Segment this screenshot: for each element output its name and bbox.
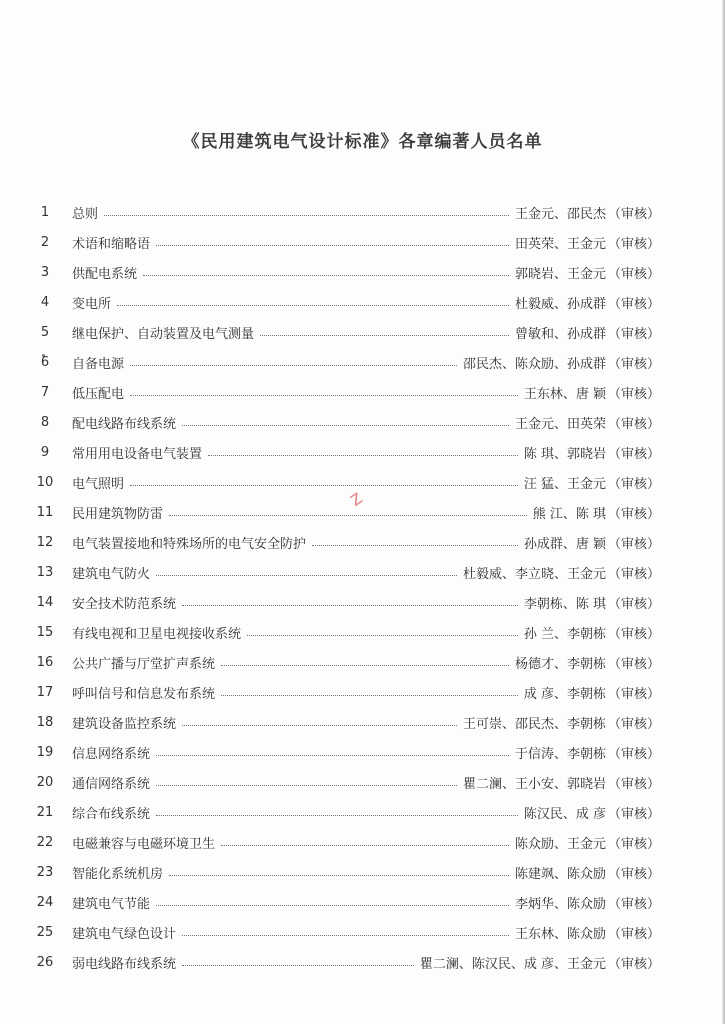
reviewer-role: （审核） <box>607 266 660 282</box>
list-item <box>30 887 660 917</box>
list-item <box>30 407 660 437</box>
list-item <box>30 737 660 767</box>
chapter-number: 22 <box>36 834 54 850</box>
reviewer-role: （审核） <box>607 386 660 402</box>
dot-leader <box>156 785 457 786</box>
chapter-number: 12 <box>36 534 54 550</box>
reviewer-role: （审核） <box>607 536 660 552</box>
reviewer-role: （审核） <box>607 626 660 642</box>
dot-leader <box>182 725 457 726</box>
editor-names: 瞿二澜、王小安、郭晓岩 <box>462 776 606 792</box>
chapter-number: 15 <box>36 624 54 640</box>
reviewer-role: （审核） <box>607 416 660 432</box>
chapter-number: 11 <box>36 504 54 520</box>
dot-leader <box>117 305 509 306</box>
reviewer-role: （审核） <box>607 446 660 462</box>
editor-names: 王东林、唐 颖 <box>523 386 606 402</box>
chapter-number: 17 <box>36 684 54 700</box>
editor-names: 邵民杰、陈众励、孙成群 <box>462 356 606 372</box>
list-item <box>30 947 660 977</box>
page-title: 《民用建筑电气设计标准》各章编著人员名单 <box>182 132 543 152</box>
dot-leader <box>130 365 457 366</box>
list-item <box>30 467 660 497</box>
chapter-title: 低压配电 <box>72 386 125 402</box>
chapter-title: 总则 <box>72 206 99 222</box>
list-item <box>30 707 660 737</box>
editor-names: 孙成群、唐 颖 <box>523 536 606 552</box>
reviewer-role: （审核） <box>607 596 660 612</box>
chapter-number: 4 <box>40 294 50 310</box>
dot-leader <box>260 335 509 336</box>
reviewer-role: （审核） <box>607 926 660 942</box>
dot-leader <box>182 935 509 936</box>
chapter-number: 1 <box>40 204 50 220</box>
list-item <box>30 227 660 257</box>
editor-names: 郭晓岩、王金元 <box>514 266 606 282</box>
chapter-number: 23 <box>36 864 54 880</box>
chapter-number: 20 <box>36 774 54 790</box>
editor-names: 孙 兰、李朝栋 <box>523 626 606 642</box>
dot-leader <box>182 605 518 606</box>
editor-names: 于信涛、李朝栋 <box>514 746 606 762</box>
chapter-number: 10 <box>36 474 54 490</box>
editor-names: 汪 猛、王金元 <box>523 476 606 492</box>
chapter-number: 25 <box>36 924 54 940</box>
reviewer-role: （审核） <box>607 956 660 972</box>
editor-names: 田英荣、王金元 <box>514 236 606 252</box>
dot-leader <box>208 455 518 456</box>
reviewer-role: （审核） <box>607 506 660 522</box>
chapter-number: 21 <box>36 804 54 820</box>
list-item <box>30 767 660 797</box>
chapter-title: 配电线路布线系统 <box>72 416 177 432</box>
chapter-number: 2 <box>40 234 50 250</box>
editor-names: 成 彦、李朝栋 <box>523 686 606 702</box>
chapter-title: 通信网络系统 <box>72 776 151 792</box>
chapter-title: 有线电视和卫星电视接收系统 <box>72 626 242 642</box>
chapter-title: 供配电系统 <box>72 266 138 282</box>
dot-leader <box>221 665 509 666</box>
chapter-title: 继电保护、自动装置及电气测量 <box>72 326 255 342</box>
list-item <box>30 587 660 617</box>
reviewer-role: （审核） <box>607 716 660 732</box>
reviewer-role: （审核） <box>607 476 660 492</box>
reviewer-role: （审核） <box>607 686 660 702</box>
chapter-title: 电气装置接地和特殊场所的电气安全防护 <box>72 536 307 552</box>
reviewer-role: （审核） <box>607 656 660 672</box>
editor-names: 瞿二澜、陈汉民、成 彦、王金元 <box>419 956 606 972</box>
chapter-title: 变电所 <box>72 296 112 312</box>
chapter-title: 公共广播与厅堂扩声系统 <box>72 656 216 672</box>
list-item <box>30 617 660 647</box>
chapter-number: 7 <box>40 384 50 400</box>
dot-leader <box>143 275 509 276</box>
chapter-number: 8 <box>40 414 50 430</box>
dot-leader <box>156 815 518 816</box>
chapter-number: 14 <box>36 594 54 610</box>
list-item <box>30 557 660 587</box>
reviewer-role: （审核） <box>607 356 660 372</box>
chapter-number: 3 <box>40 264 50 280</box>
list-item <box>30 917 660 947</box>
dot-leader <box>130 395 518 396</box>
reviewer-role: （审核） <box>607 296 660 312</box>
dot-leader <box>156 575 457 576</box>
list-item <box>30 197 660 227</box>
reviewer-role: （审核） <box>607 326 660 342</box>
editor-names: 陈汉民、成 彦 <box>523 806 606 822</box>
list-item <box>30 527 660 557</box>
editor-names: 王可崇、邵民杰、李朝栋 <box>462 716 606 732</box>
chapter-title: 自备电源 <box>72 356 125 372</box>
chapter-number: 18 <box>36 714 54 730</box>
list-item <box>30 797 660 827</box>
reviewer-role: （审核） <box>607 746 660 762</box>
chapter-title: 信息网络系统 <box>72 746 151 762</box>
chapter-number: 5 <box>40 324 50 340</box>
list-item <box>30 497 660 527</box>
list-item <box>30 287 660 317</box>
dot-leader <box>156 245 509 246</box>
reviewer-role: （审核） <box>607 236 660 252</box>
list-item <box>30 437 660 467</box>
chapter-number: 19 <box>36 744 54 760</box>
editor-names: 李朝栋、陈 琪 <box>523 596 606 612</box>
chapter-number: 24 <box>36 894 54 910</box>
editor-names: 陈众励、王金元 <box>514 836 606 852</box>
dot-leader <box>247 635 518 636</box>
red-stamp-mark: z <box>344 485 367 511</box>
editor-names: 王金元、田英荣 <box>514 416 606 432</box>
editor-names: 杨德才、李朝栋 <box>514 656 606 672</box>
editor-names: 李炳华、陈众励 <box>514 896 606 912</box>
list-item <box>30 257 660 287</box>
list-item <box>30 347 660 377</box>
list-item <box>30 677 660 707</box>
editor-names: 陈 琪、郭晓岩 <box>523 446 606 462</box>
reviewer-role: （审核） <box>607 896 660 912</box>
dot-leader <box>156 905 509 906</box>
dot-leader <box>221 695 518 696</box>
chapter-number: 13 <box>36 564 54 580</box>
dot-leader <box>221 845 509 846</box>
chapter-title: 安全技术防范系统 <box>72 596 177 612</box>
editor-list <box>30 197 660 977</box>
dot-leader <box>156 755 509 756</box>
reviewer-role: （审核） <box>607 206 660 222</box>
editor-names: 王东林、陈众励 <box>514 926 606 942</box>
dot-leader <box>182 965 414 966</box>
chapter-number: 6 <box>40 354 50 370</box>
chapter-title: 呼叫信号和信息发布系统 <box>72 686 216 702</box>
chapter-title: 电气照明 <box>72 476 125 492</box>
chapter-title: 术语和缩略语 <box>72 236 151 252</box>
chapter-number: 26 <box>36 954 54 970</box>
reviewer-role: （审核） <box>607 866 660 882</box>
chapter-title: 电磁兼容与电磁环境卫生 <box>72 836 216 852</box>
dot-leader <box>169 515 527 516</box>
dot-leader <box>312 545 518 546</box>
dot-leader <box>130 485 518 486</box>
editor-names: 曾敏和、孙成群 <box>514 326 606 342</box>
reviewer-role: （审核） <box>607 566 660 582</box>
reviewer-role: （审核） <box>607 836 660 852</box>
chapter-title: 常用用电设备电气装置 <box>72 446 203 462</box>
chapter-number: 16 <box>36 654 54 670</box>
chapter-title: 建筑设备监控系统 <box>72 716 177 732</box>
chapter-title: 智能化系统机房 <box>72 866 164 882</box>
reviewer-role: （审核） <box>607 776 660 792</box>
editor-names: 王金元、邵民杰 <box>514 206 606 222</box>
editor-names: 杜毅威、孙成群 <box>514 296 606 312</box>
reviewer-role: （审核） <box>607 806 660 822</box>
list-item <box>30 827 660 857</box>
editor-names: 陈建飒、陈众励 <box>514 866 606 882</box>
chapter-title: 建筑电气绿色设计 <box>72 926 177 942</box>
chapter-title: 建筑电气节能 <box>72 896 151 912</box>
dot-leader <box>182 425 509 426</box>
dot-leader <box>104 215 509 216</box>
list-item <box>30 647 660 677</box>
editor-names: 熊 江、陈 琪 <box>532 506 606 522</box>
chapter-title: 建筑电气防火 <box>72 566 151 582</box>
list-item <box>30 317 660 347</box>
chapter-title: 综合布线系统 <box>72 806 151 822</box>
list-item <box>30 857 660 887</box>
list-item <box>30 377 660 407</box>
chapter-number: 9 <box>40 444 50 460</box>
chapter-title: 民用建筑物防雷 <box>72 506 164 522</box>
editor-names: 杜毅威、李立晓、王金元 <box>462 566 606 582</box>
dot-leader <box>169 875 509 876</box>
chapter-title: 弱电线路布线系统 <box>72 956 177 972</box>
